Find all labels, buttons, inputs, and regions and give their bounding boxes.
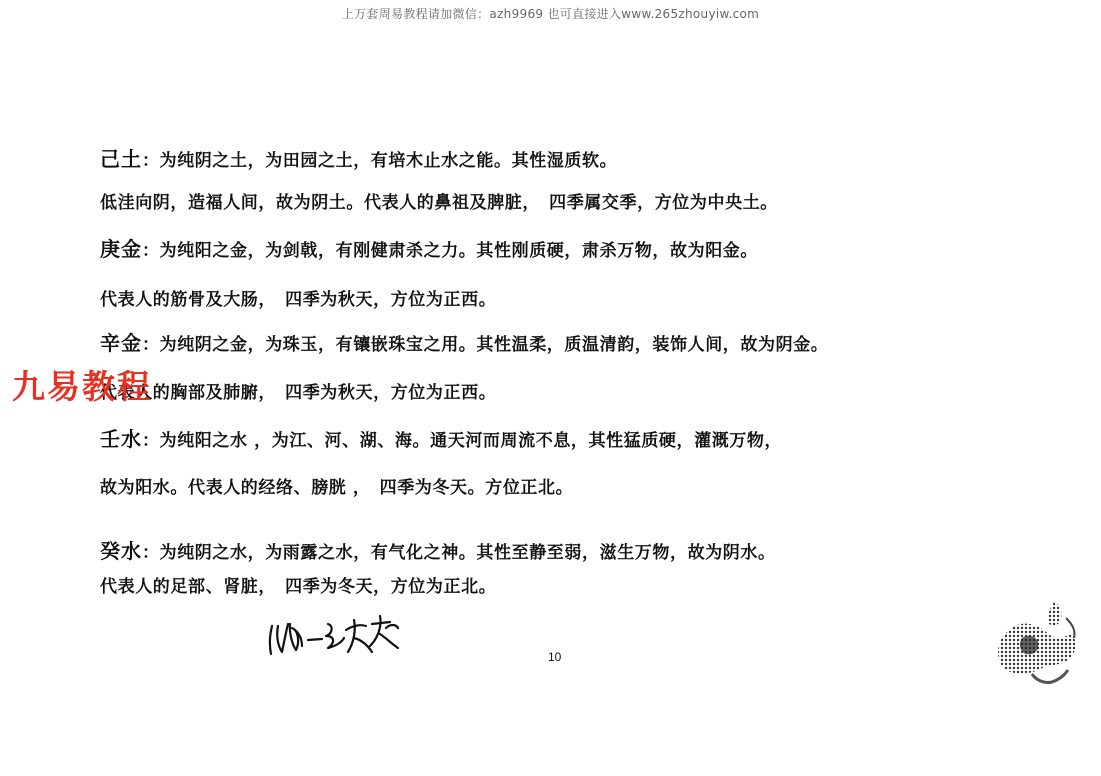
paragraph-line-gui-shui-cont	[100, 572, 496, 597]
line-text: 故为阳水。代表人的经络、膀胱 ， 四季为冬天。方位正北。	[100, 478, 574, 498]
line-text: 低洼向阴，造福人间，故为阴土。代表人的鼻祖及脾脏， 四季属交季，方位为中央土。	[100, 193, 778, 213]
line-text: 代表人的筋骨及大肠， 四季为秋天，方位为正西。	[100, 290, 497, 310]
element-term: 己土	[100, 147, 142, 171]
line-text: ：为纯阳之水 ，为江、河、湖、海。通天河而周流不息，其性猛质硬，灌溉万物，	[142, 431, 783, 451]
line-text: ：为纯阳之金，为剑戟，有刚健肃杀之力。其性刚质硬，肃杀万物，故为阳金。	[142, 241, 758, 261]
element-term: 辛金	[100, 331, 142, 355]
paragraph-line-ji-tu-cont	[100, 188, 778, 213]
watermark-logo: 九易教程	[12, 367, 152, 406]
line-text: 代表人的胸部及肺腑， 四季为秋天，方位为正西。	[100, 383, 497, 403]
paragraph-line-ren-shui	[100, 423, 782, 452]
element-term: 庚金	[100, 237, 142, 261]
header-note: 上万套周易教程请加微信：azh9969 也可直接进入www.265zhouyiw.com	[341, 7, 760, 21]
handwritten-signature	[262, 612, 422, 664]
decorative-figure-image	[992, 598, 1088, 694]
line-text: ：为纯阴之金，为珠玉，有镶嵌珠宝之用。其性温柔，质温清韵，装饰人间，故为阴金。	[142, 335, 829, 355]
line-text: ：为纯阴之水，为雨露之水，有气化之神。其性至静至弱，滋生万物，故为阴水。	[142, 543, 776, 563]
element-term: 壬水	[100, 427, 142, 451]
line-text: 代表人的足部、肾脏， 四季为冬天，方位为正北。	[100, 577, 497, 597]
paragraph-line-geng-jin-cont	[100, 285, 496, 310]
paragraph-line-ren-shui-cont	[100, 473, 573, 498]
paragraph-line-xin-jin-cont	[100, 378, 496, 403]
page-number: 10	[548, 650, 562, 664]
paragraph-line-gui-shui	[100, 535, 776, 564]
line-text: ：为纯阴之土，为田园之土，有培木止水之能。其性湿质软。	[142, 151, 618, 171]
paragraph-line-geng-jin	[100, 233, 758, 262]
paragraph-line-xin-jin	[100, 327, 828, 356]
paragraph-line-ji-tu	[100, 143, 617, 172]
element-term: 癸水	[100, 539, 142, 563]
